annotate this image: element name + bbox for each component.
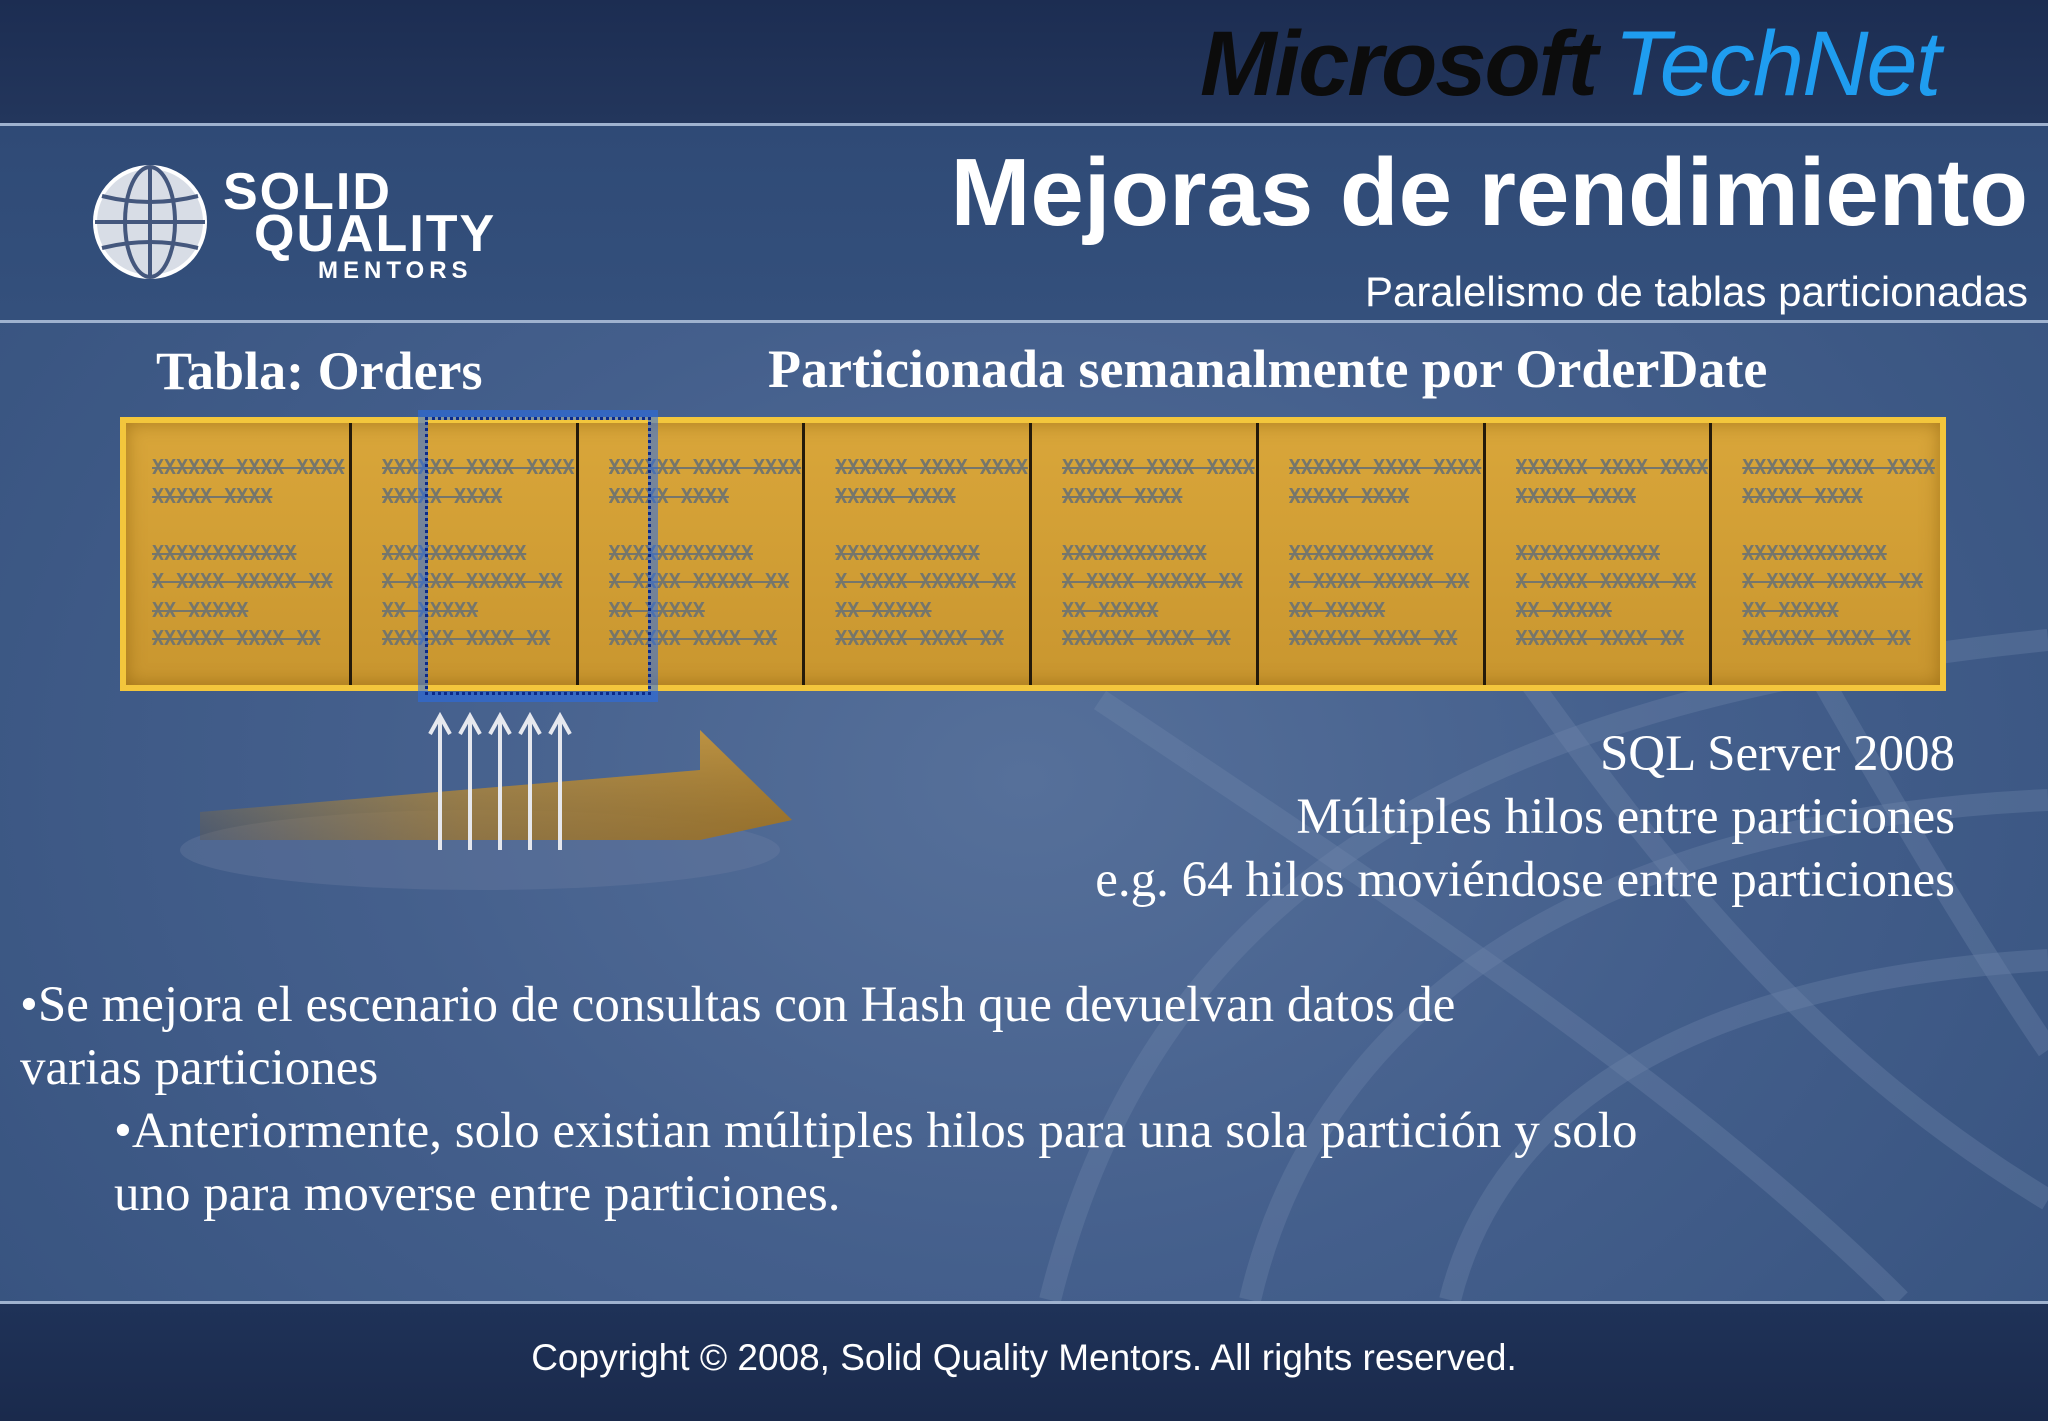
notes-line-2: Múltiples hilos entre particiones	[1296, 789, 1955, 845]
technet-wordmark: TechNet	[1614, 13, 1940, 115]
microsoft-wordmark: Microsoft	[1200, 13, 1596, 115]
copyright-text: Copyright © 2008, Solid Quality Mentors. All rights reserved.	[531, 1337, 1517, 1378]
partition-column	[1483, 423, 1710, 685]
microsoft-technet-logo	[1200, 12, 1939, 116]
thread-scan-arrow	[180, 700, 820, 900]
bullet-item-1: •Se mejora el escenario de consultas con Hash que devuelvan datos de varias particiones	[20, 977, 1456, 1096]
bullet-list	[20, 974, 1638, 1226]
partition-placeholder-text: XXXXXX XXXX XXXX XXXXX XXXX XXXXXXXXXXXX X XXXX XXXXX XX XX XXXXX XXXXXX XXXX XX	[835, 455, 1028, 650]
globe-icon	[88, 160, 213, 285]
table-label: Tabla: Orders	[156, 341, 483, 401]
logo-text-mentors: MENTORS	[318, 257, 473, 284]
partition-placeholder-text: XXXXXX XXXX XXXX XXXXX XXXX XXXXXXXXXXXX X XXXX XXXXX XX XX XXXXX XXXXXX XXXX XX	[1742, 455, 1935, 650]
solid-quality-mentors-logo	[88, 160, 538, 285]
notes-line-3: e.g. 64 hilos moviéndose entre particiones	[1095, 852, 1955, 908]
partition-placeholder-text: XXXXXX XXXX XXXX XXXXX XXXX XXXXXXXXXXXX X XXXX XXXXX XX XX XXXXX XXXXXX XXXX XX	[1062, 455, 1255, 650]
partition-column	[122, 423, 349, 685]
partition-column	[1029, 423, 1256, 685]
logo-text-solid: SOLID	[223, 163, 392, 221]
partition-placeholder-text: XXXXXX XXXX XXXX XXXXX XXXX XXXXXXXXXXXX X XXXX XXXXX XX XX XXXXX XXXXXX XXXX XX	[608, 455, 802, 650]
slide-title: Mejoras de rendimiento	[950, 139, 2028, 246]
top-header-bar	[0, 0, 2048, 126]
sql-server-notes	[1095, 723, 1955, 912]
partition-placeholder-text: XXXXXX XXXX XXXX XXXXX XXXX XXXXXXXXXXXX X XXXX XXXXX XX XX XXXXX XXXXXX XXXX XX	[152, 455, 345, 650]
logo-text-quality: QUALITY	[254, 205, 497, 263]
partition-placeholder-text: XXXXXX XXXX XXXX XXXXX XXXX XXXXXXXXXXXX X XXXX XXXXX XX XX XXXXX XXXXXX XXXX XX	[381, 455, 575, 650]
highlighted-partition-box	[418, 410, 658, 702]
partitioned-table	[120, 417, 1946, 691]
partition-label: Particionada semanalmente por OrderDate	[768, 339, 1768, 399]
partition-column	[1709, 423, 1936, 685]
notes-line-1: SQL Server 2008	[1599, 726, 1955, 782]
partition-placeholder-text: XXXXXX XXXX XXXX XXXXX XXXX XXXXXXXXXXXX X XXXX XXXXX XX XX XXXXX XXXXXX XXXX XX	[1288, 455, 1482, 650]
partition-column	[802, 423, 1029, 685]
partition-placeholder-text: XXXXXX XXXX XXXX XXXXX XXXX XXXXXXXXXXXX X XXXX XXXXX XX XX XXXXX XXXXXX XXXX XX	[1515, 455, 1709, 650]
slide-subtitle: Paralelismo de tablas particionadas	[1364, 268, 2028, 315]
partition-column	[1256, 423, 1483, 685]
bullet-item-2: •Anteriormente, solo existian múltiples hilos para una sola partición y solo uno para moverse entre particiones.	[114, 1103, 1638, 1222]
